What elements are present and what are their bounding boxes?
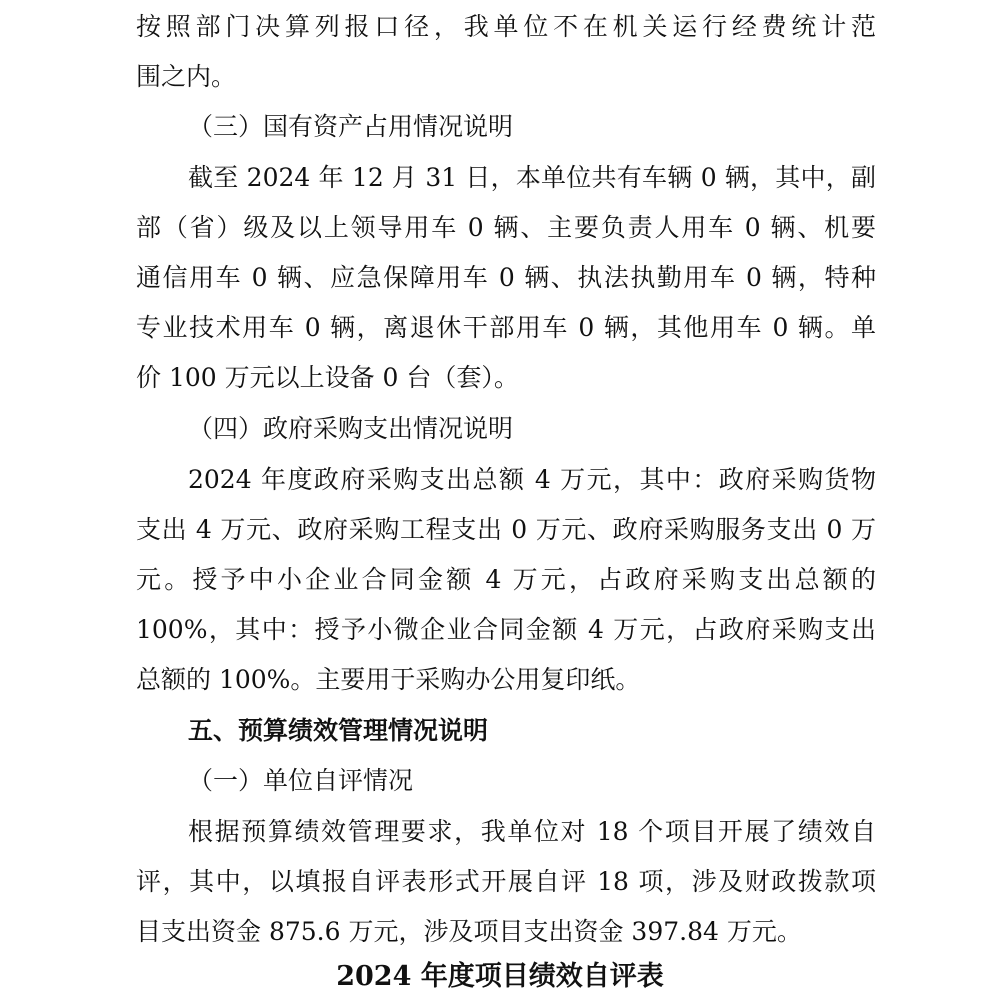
body-text-line: 通信用车 0 辆、应急保障用车 0 辆、执法执勤用车 0 辆，特种 bbox=[136, 263, 876, 292]
body-text-line: 2024 年度政府采购支出总额 4 万元，其中：政府采购货物 bbox=[188, 465, 876, 494]
body-text-line: 总额的 100%。主要用于采购办公用复印纸。 bbox=[136, 665, 641, 694]
body-text-line: 目支出资金 875.6 万元，涉及项目支出资金 397.84 万元。 bbox=[136, 917, 802, 946]
body-text-line: 价 100 万元以上设备 0 台（套）。 bbox=[136, 363, 519, 392]
body-text-line: 元。授予中小企业合同金额 4 万元，占政府采购支出总额的 bbox=[136, 565, 876, 594]
body-text-line: 按照部门决算列报口径，我单位不在机关运行经费统计范 bbox=[136, 12, 876, 41]
body-text-line: 部（省）级及以上领导用车 0 辆、主要负责人用车 0 辆、机要 bbox=[136, 213, 876, 242]
section-heading-performance: 五、预算绩效管理情况说明 bbox=[188, 716, 489, 745]
body-text-line: 根据预算绩效管理要求，我单位对 18 个项目开展了绩效自 bbox=[188, 817, 876, 846]
body-text-line: 专业技术用车 0 辆，离退休干部用车 0 辆，其他用车 0 辆。单 bbox=[136, 313, 876, 342]
body-text-line: 评，其中，以填报自评表形式开展自评 18 项，涉及财政拨款项 bbox=[136, 867, 876, 896]
section-heading-self-evaluation: （一）单位自评情况 bbox=[188, 766, 414, 795]
body-text-line: 100%，其中：授予小微企业合同金额 4 万元，占政府采购支出 bbox=[136, 615, 876, 644]
body-text-line: 围之内。 bbox=[136, 62, 237, 91]
body-text-line: 截至 2024 年 12 月 31 日，本单位共有车辆 0 辆，其中，副 bbox=[188, 163, 876, 192]
section-heading-assets: （三）国有资产占用情况说明 bbox=[188, 112, 514, 141]
body-text-line: 支出 4 万元、政府采购工程支出 0 万元、政府采购服务支出 0 万 bbox=[136, 515, 876, 544]
section-heading-procurement: （四）政府采购支出情况说明 bbox=[188, 414, 514, 443]
table-title: 2024 年度项目绩效自评表 bbox=[336, 961, 664, 992]
